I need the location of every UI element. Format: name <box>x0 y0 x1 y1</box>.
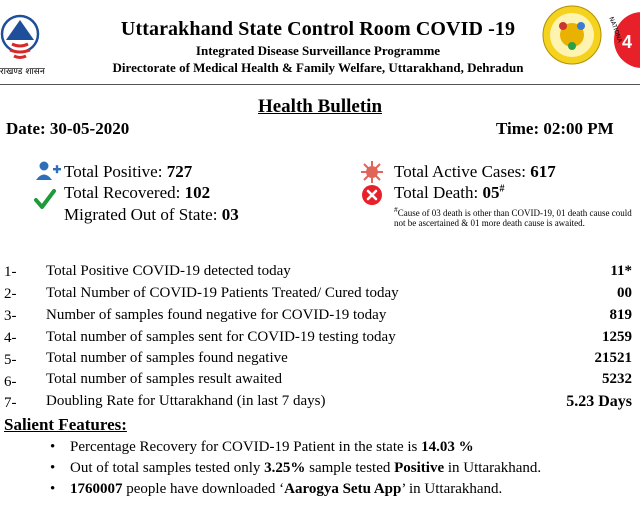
bulletin-time: Time: 02:00 PM <box>496 119 614 138</box>
uttarakhand-emblem-logo <box>0 4 56 78</box>
row-description: Total Positive COVID-19 detected today <box>46 263 291 279</box>
row-description: Total Number of COVID-19 Patients Treated/ Cured today <box>46 285 399 301</box>
row-description: Total number of samples result awaited <box>46 371 282 387</box>
bullet-marker: • <box>50 439 56 455</box>
bullet-marker: • <box>50 481 56 497</box>
row-value: 1259 <box>602 329 632 345</box>
logo-edge-text: NATIONA <box>607 16 624 44</box>
row-number: 4- <box>4 330 17 346</box>
total-active-cases: Total Active Cases: 617 <box>394 162 556 181</box>
row-value: 5.23 Days <box>566 393 632 410</box>
subtitle-programme: Integrated Disease Surveillance Programme <box>195 43 441 58</box>
bulletin-date: Date: 30-05-2020 <box>6 119 130 138</box>
salient-item: 1760007 people have downloaded ‘Aarogya Setu App’ in Uttarakhand. <box>70 481 503 497</box>
bullet-marker: • <box>50 460 56 476</box>
total-positive: Total Positive: 727 <box>64 162 193 181</box>
row-number: 1- <box>4 264 17 280</box>
row-value: 11* <box>610 263 632 279</box>
row-number: 3- <box>4 308 17 324</box>
row-description: Doubling Rate for Uttarakhand (in last 7 days) <box>46 393 326 409</box>
death-footnote: #Cause of 03 death is other than COVID-19, 01 death cause could not be ascertained & 01 more death cause is awaited. <box>394 205 632 228</box>
total-death: Total Death: 05# <box>394 183 505 202</box>
row-value: 5232 <box>602 371 632 387</box>
logo-caption: राखण्ड शासन <box>0 67 45 77</box>
salient-item: Percentage Recovery for COVID-19 Patient in the state is 14.03 % <box>70 439 474 455</box>
row-number: 5- <box>4 352 17 368</box>
add-person-icon <box>36 161 62 186</box>
row-number: 6- <box>4 374 17 390</box>
red-cross-circle-icon <box>361 184 383 211</box>
subtitle-directorate: Directorate of Medical Health & Family Welfare, Uttarakhand, Dehradun <box>112 60 524 75</box>
salient-features-heading: Salient Features: <box>4 415 127 434</box>
row-value: 00 <box>617 285 632 301</box>
salient-item: Out of total samples tested only 3.25% sample tested Positive in Uttarakhand. <box>70 460 542 476</box>
row-number: 2- <box>4 286 17 302</box>
row-description: Total number of samples sent for COVID-19 testing today <box>46 329 396 345</box>
row-description: Number of samples found negative for COVID-19 today <box>46 307 387 323</box>
total-recovered: Total Recovered: 102 <box>64 183 211 202</box>
row-value: 21521 <box>594 350 632 366</box>
svg-text:4: 4 <box>622 32 633 52</box>
header-divider <box>0 84 640 85</box>
green-check-icon <box>34 188 56 215</box>
national-emblem-edge <box>607 10 640 70</box>
row-description: Total number of samples found negative <box>46 350 288 366</box>
page-title: Uttarakhand State Control Room COVID -19 <box>120 18 516 40</box>
row-value: 819 <box>609 307 632 323</box>
row-number: 7- <box>4 395 17 411</box>
migrated-out: Migrated Out of State: 03 <box>64 205 239 224</box>
bulletin-heading: Health Bulletin <box>257 96 383 117</box>
